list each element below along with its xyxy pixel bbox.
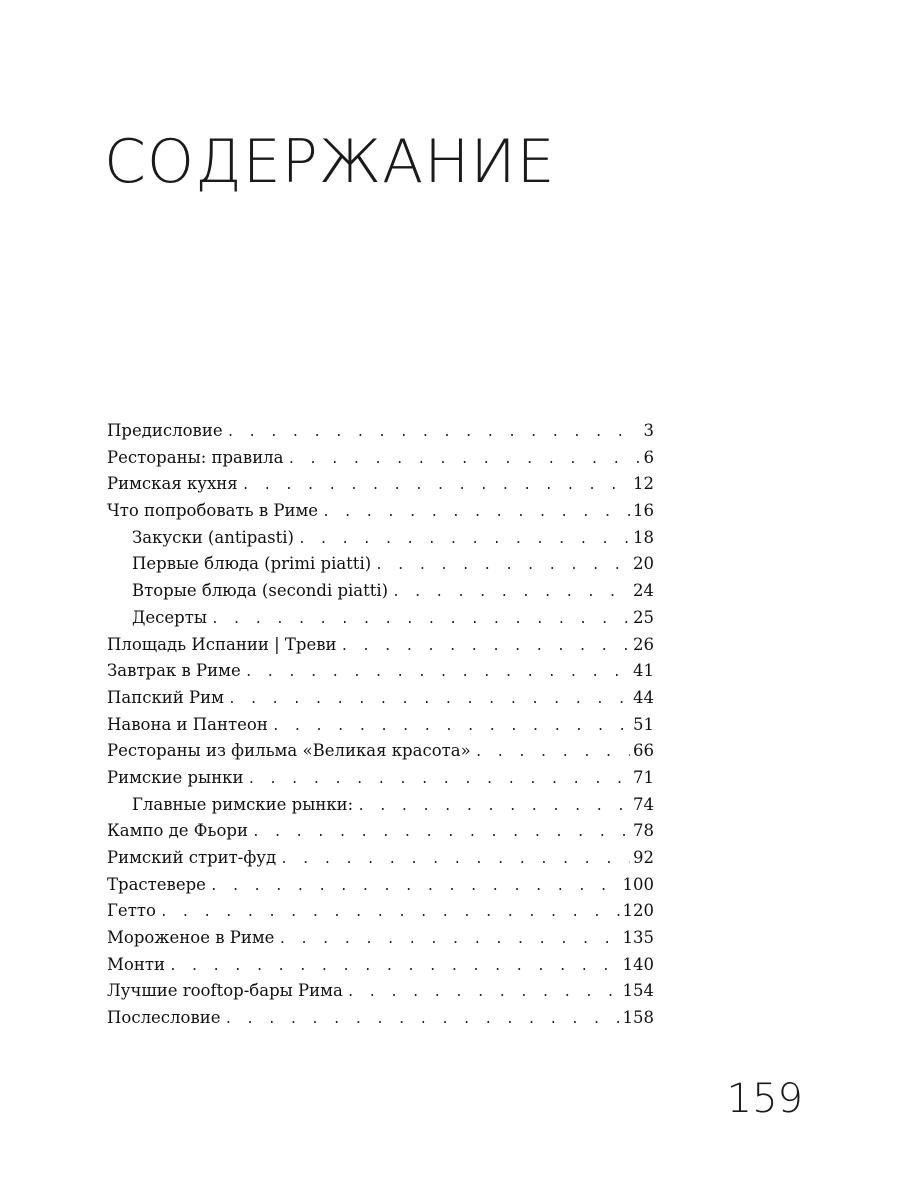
dot-leader bbox=[227, 425, 641, 440]
dot-leader bbox=[278, 932, 619, 947]
toc-entry-title: Вторые блюда (secondi piatti) bbox=[132, 581, 389, 601]
toc-entry-page: 158 bbox=[622, 1008, 654, 1028]
toc-entry-title: Послесловие bbox=[107, 1008, 221, 1028]
toc-entry bbox=[107, 1008, 654, 1035]
toc-entry-title: Папский Рим bbox=[107, 687, 224, 707]
toc-entry-page: 100 bbox=[622, 874, 654, 894]
dot-leader bbox=[341, 639, 631, 654]
dot-leader bbox=[392, 585, 630, 600]
toc-entry bbox=[107, 928, 654, 955]
table-of-contents bbox=[107, 421, 654, 1035]
toc-entry-title: Монти bbox=[107, 954, 165, 974]
page-title: СОДЕРЖАНИЕ bbox=[104, 127, 556, 197]
toc-subentry bbox=[107, 581, 654, 608]
toc-entry bbox=[107, 474, 654, 501]
toc-entry-title: Римский стрит-фуд bbox=[107, 848, 277, 867]
dot-leader bbox=[248, 772, 631, 787]
toc-entry-page: 66 bbox=[633, 741, 654, 761]
toc-entry bbox=[107, 501, 654, 528]
toc-entry-title: Гетто bbox=[107, 901, 156, 921]
toc-entry-title: Завтрак в Риме bbox=[107, 661, 241, 681]
toc-entry bbox=[107, 715, 654, 742]
dot-leader bbox=[347, 985, 620, 1000]
dot-leader bbox=[210, 879, 620, 894]
dot-leader bbox=[169, 959, 620, 974]
toc-subentry bbox=[107, 608, 654, 635]
dot-leader bbox=[252, 825, 630, 840]
toc-entry-title: Главные римские рынки: bbox=[132, 794, 354, 814]
toc-entry-title: Что попробовать в Риме bbox=[107, 501, 319, 521]
toc-entry bbox=[107, 448, 654, 475]
toc-entry-page: 71 bbox=[633, 767, 654, 787]
toc-entry-page: 74 bbox=[633, 794, 654, 814]
toc-entry-page: 20 bbox=[633, 554, 654, 574]
dot-leader bbox=[225, 1012, 620, 1027]
toc-subentry bbox=[107, 528, 654, 555]
dot-leader bbox=[211, 612, 630, 627]
dot-leader bbox=[298, 532, 630, 547]
toc-entry-page: 78 bbox=[633, 821, 654, 841]
toc-subentry bbox=[107, 554, 654, 581]
dot-leader bbox=[160, 905, 620, 920]
toc-entry bbox=[107, 901, 654, 928]
dot-leader bbox=[357, 799, 630, 814]
dot-leader bbox=[322, 505, 630, 520]
toc-entry-page: 3 bbox=[643, 421, 654, 440]
toc-entry-page: 140 bbox=[622, 954, 654, 974]
toc-entry-page: 24 bbox=[633, 581, 654, 601]
toc-entry-title: Десерты bbox=[132, 607, 208, 627]
toc-entry bbox=[107, 661, 654, 688]
toc-entry-page: 51 bbox=[633, 714, 654, 734]
toc-entry-title: Площадь Испании | Треви bbox=[107, 634, 337, 654]
toc-entry bbox=[107, 875, 654, 902]
toc-entry-page: 16 bbox=[633, 501, 654, 521]
toc-entry-page: 6 bbox=[643, 447, 654, 467]
toc-entry-title: Трастевере bbox=[107, 874, 206, 894]
dot-leader bbox=[245, 665, 630, 680]
toc-entry-page: 25 bbox=[633, 607, 654, 627]
toc-entry bbox=[107, 768, 654, 795]
toc-entry-title: Закуски (antipasti) bbox=[132, 527, 294, 547]
toc-entry-title: Лучшие rooftop-бары Рима bbox=[107, 981, 343, 1001]
toc-entry bbox=[107, 635, 654, 662]
dot-leader bbox=[272, 719, 630, 734]
toc-entry-page: 92 bbox=[633, 848, 654, 867]
toc-entry bbox=[107, 955, 654, 982]
toc-entry-page: 12 bbox=[633, 474, 654, 494]
toc-entry-page: 154 bbox=[622, 981, 654, 1001]
toc-entry bbox=[107, 848, 654, 875]
toc-entry-page: 44 bbox=[633, 687, 654, 707]
toc-entry-title: Кампо де Фьори bbox=[107, 821, 248, 841]
toc-entry bbox=[107, 821, 654, 848]
dot-leader bbox=[228, 692, 630, 707]
dot-leader bbox=[280, 852, 630, 867]
toc-entry bbox=[107, 421, 654, 448]
dot-leader bbox=[242, 478, 630, 493]
toc-entry bbox=[107, 688, 654, 715]
toc-entry-page: 41 bbox=[633, 661, 654, 681]
toc-entry-title: Мороженое в Риме bbox=[107, 928, 275, 948]
toc-entry bbox=[107, 981, 654, 1008]
toc-entry bbox=[107, 741, 654, 768]
toc-entry-page: 26 bbox=[633, 634, 654, 654]
toc-subentry bbox=[107, 795, 654, 822]
toc-entry-title: Рестораны из фильма «Великая красота» bbox=[107, 741, 471, 761]
toc-entry-title: Предисловие bbox=[107, 421, 223, 440]
toc-entry-title: Навона и Пантеон bbox=[107, 714, 268, 734]
dot-leader bbox=[288, 452, 641, 467]
toc-entry-page: 135 bbox=[622, 928, 654, 948]
toc-entry-title: Римские рынки bbox=[107, 767, 244, 787]
toc-entry-page: 18 bbox=[633, 527, 654, 547]
toc-entry-title: Римская кухня bbox=[107, 474, 238, 494]
dot-leader bbox=[475, 745, 630, 760]
dot-leader bbox=[375, 558, 630, 573]
toc-entry-title: Рестораны: правила bbox=[107, 447, 284, 467]
page-number: 159 bbox=[726, 1076, 803, 1122]
toc-entry-title: Первые блюда (primi piatti) bbox=[132, 554, 372, 574]
toc-entry-page: 120 bbox=[622, 901, 654, 921]
